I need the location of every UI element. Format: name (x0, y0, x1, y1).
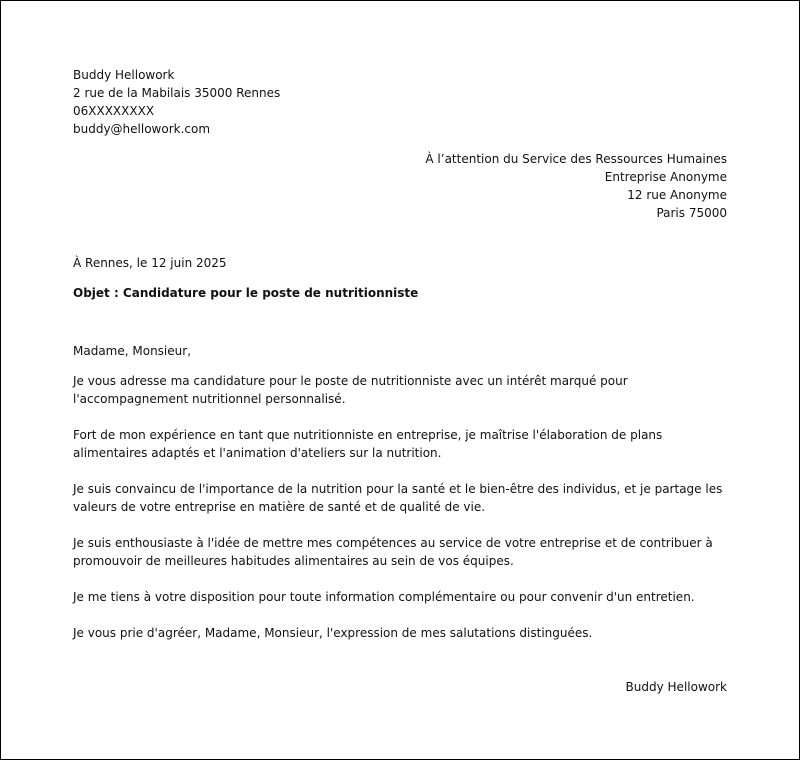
sender-block (73, 66, 280, 138)
recipient-block (425, 150, 727, 222)
body-paragraph: Je suis convaincu de l'importance de la nutrition pour la santé et le bien-être des individus, et je partage les valeurs de votre entreprise en matière de santé et de qualité de vie. (73, 482, 723, 514)
body-paragraph: Je me tiens à votre disposition pour toute information complémentaire ou pour convenir d'un entretien. (73, 590, 695, 604)
sender-address: 2 rue de la Mabilais 35000 Rennes (73, 86, 281, 100)
recipient-city: Paris 75000 (656, 206, 727, 220)
signature: Buddy Hellowork (625, 680, 727, 694)
closing-paragraph: Je vous prie d'agréer, Madame, Monsieur, l'expression de mes salutations distinguées. (73, 626, 593, 640)
body-paragraph: Fort de mon expérience en tant que nutritionniste en entreprise, je maîtrise l'élaboration de plans alimentaires adaptés et l'animation d'ateliers sur la nutrition. (73, 428, 663, 460)
salutation: Madame, Monsieur, (73, 344, 192, 358)
recipient-street: 12 rue Anonyme (627, 188, 727, 202)
recipient-attention: À l’attention du Service des Ressources Humaines (425, 152, 727, 166)
sender-name: Buddy Hellowork (73, 68, 175, 82)
letter-body (73, 342, 731, 660)
sender-email: buddy@hellowork.com (73, 122, 211, 136)
recipient-company: Entreprise Anonyme (604, 170, 727, 184)
sender-phone: 06XXXXXXXX (73, 104, 155, 118)
letter-subject: Objet : Candidature pour le poste de nutritionniste (73, 286, 419, 300)
letter-date: À Rennes, le 12 juin 2025 (73, 256, 227, 270)
body-paragraph: Je suis enthousiaste à l'idée de mettre mes compétences au service de votre entreprise et de contribuer à promouvoir de meilleures habitudes alimentaires au sein de vos équipes. (73, 536, 713, 568)
body-paragraph: Je vous adresse ma candidature pour le poste de nutritionniste avec un intérêt marqué pour l'accompagnement nutritionnel personnalisé. (73, 374, 628, 406)
